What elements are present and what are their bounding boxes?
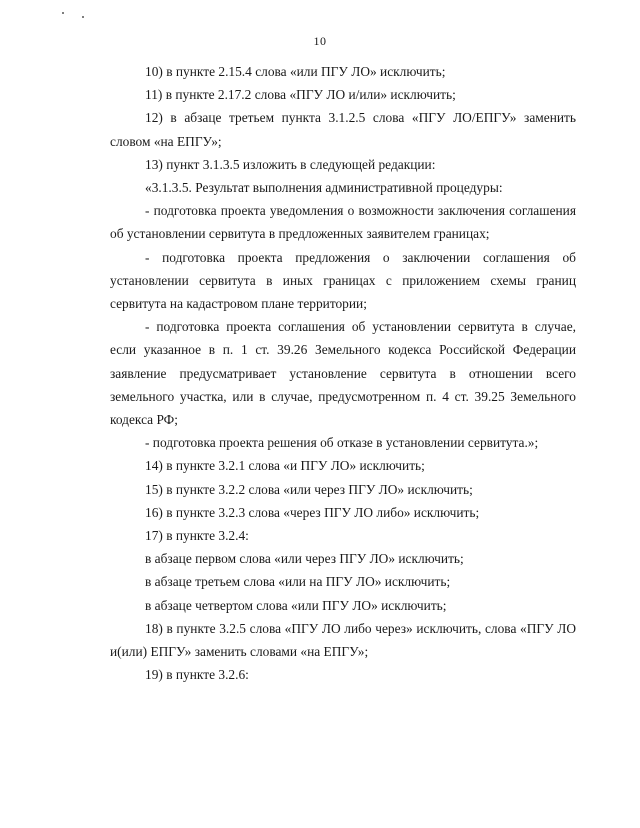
paragraph: - подготовка проекта уведомления о возможности заключения соглашения об установлении сервитута в предложенных заявителем границах; [110, 203, 576, 242]
paragraph: 15) в пункте 3.2.2 слова «или через ПГУ ЛО» исключить; [145, 481, 473, 497]
paragraph: 11) в пункте 2.17.2 слова «ПГУ ЛО и/или» исключить; [145, 87, 456, 103]
document-body [110, 60, 576, 686]
paragraph: в абзаце четвертом слова «или ПГУ ЛО» исключить; [145, 597, 447, 613]
paragraph: 10) в пункте 2.15.4 слова «или ПГУ ЛО» исключить; [145, 64, 446, 79]
paragraph: - подготовка проекта решения об отказе в установлении сервитута.»; [145, 435, 539, 451]
scan-speck [62, 12, 64, 14]
page-number: 10 [313, 34, 327, 48]
paragraph: 18) в пункте 3.2.5 слова «ПГУ ЛО либо через» исключить, слова «ПГУ ЛО и(или) ЕПГУ» заменить словами «на ЕПГУ»; [110, 620, 576, 660]
scan-speck [82, 16, 84, 18]
paragraph: 14) в пункте 3.2.1 слова «и ПГУ ЛО» исключить; [145, 458, 425, 474]
paragraph: 12) в абзаце третьем пункта 3.1.2.5 слова «ПГУ ЛО/ЕПГУ» заменить словом «на ЕПГУ»; [110, 110, 576, 149]
paragraph: «3.1.3.5. Результат выполнения административной процедуры: [145, 180, 503, 196]
paragraph: 13) пункт 3.1.3.5 изложить в следующей редакции: [145, 156, 436, 172]
paragraph: 19) в пункте 3.2.6: [145, 667, 249, 683]
paragraph: - подготовка проекта предложения о заключении соглашения об установлении сервитута в иных границах с приложением схемы границ сервитута на кадастровом плане территории; [110, 249, 576, 312]
paragraph: - подготовка проекта соглашения об установлении сервитута в случае, если указанное в п. 1 ст. 39.26 Земельного кодекса Российской Федерации заявление предусматривает установление сервитута в отношении всего земельного участка, или в случае, предусмотренном п. 4 ст. 39.25 Земельного кодекса РФ; [110, 319, 576, 428]
paragraph: 17) в пункте 3.2.4: [145, 528, 249, 544]
paragraph: в абзаце первом слова «или через ПГУ ЛО» исключить; [145, 551, 464, 567]
paragraph: 16) в пункте 3.2.3 слова «через ПГУ ЛО либо» исключить; [145, 504, 480, 520]
paragraph: в абзаце третьем слова «или на ПГУ ЛО» исключить; [145, 574, 451, 590]
